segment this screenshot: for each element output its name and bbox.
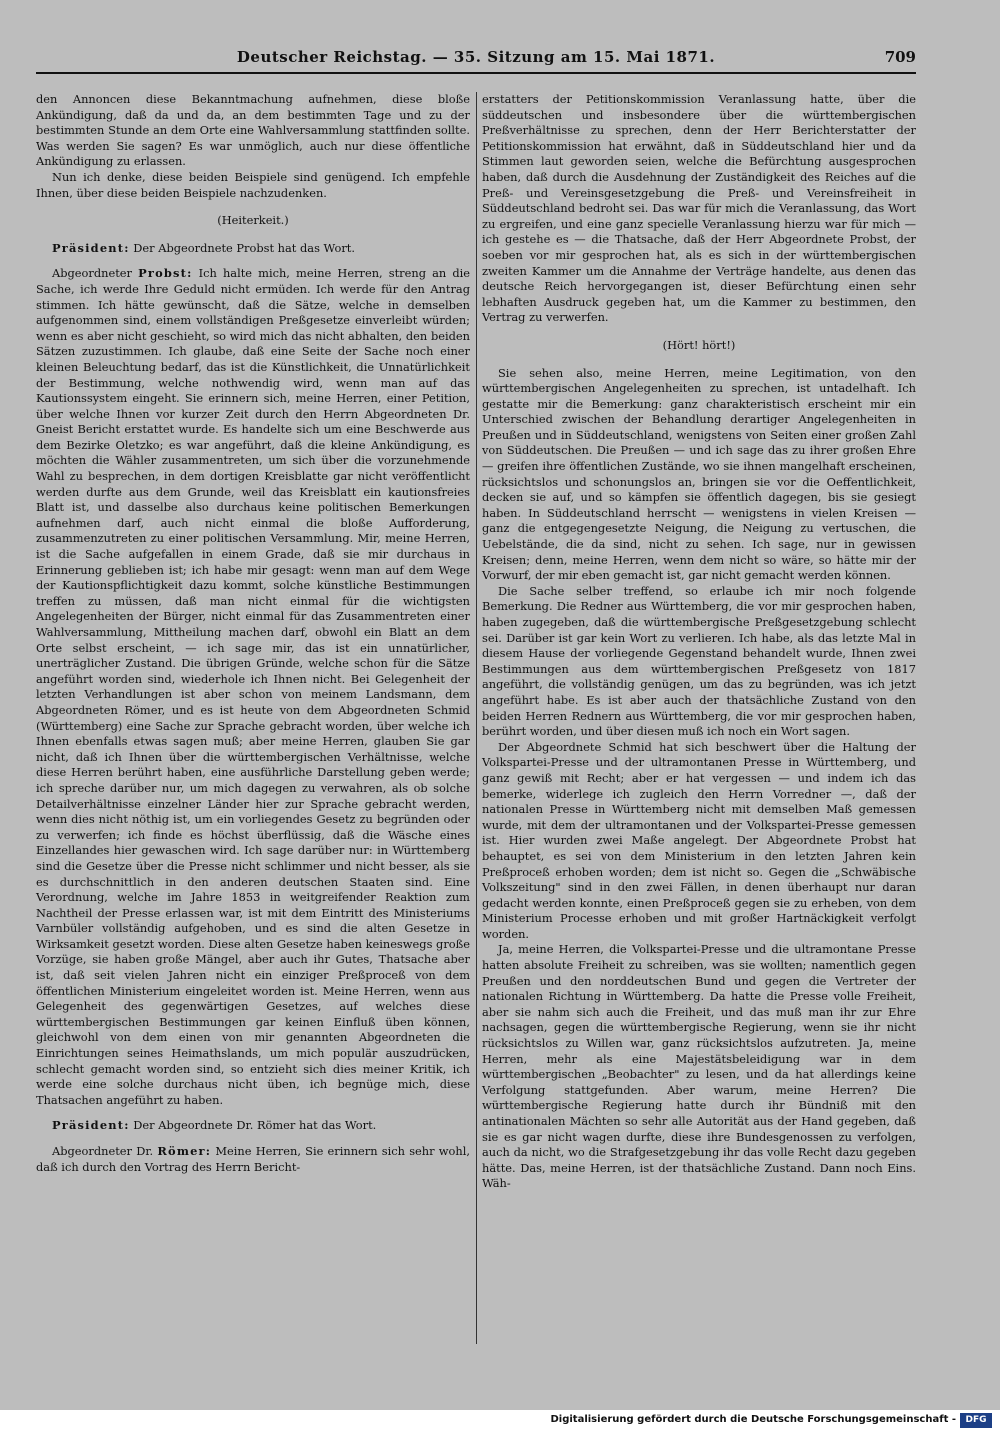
stage-direction: (Hört! hört!) [662, 337, 736, 352]
speech-text: Meine Herren, Sie erinnern sich sehr wohl, daß ich durch den Vortrag des Herrn Bericht- [36, 1144, 470, 1174]
speech-text: Der Abgeordnete Dr. Römer hat das Wort. [133, 1118, 377, 1133]
right-column [482, 92, 916, 1192]
page-number: 709 [884, 48, 916, 66]
speaker-intro: Abgeordneter [52, 266, 132, 281]
paragraph: Sie sehen also, meine Herren, meine Legitimation, von den württembergischen Angelegenheiten zu sprechen, ist untadelhaft. Ich gestatte mir die Bemerkung: ganz charakteristisch erscheint mir ein Unterschied zwischen der Behandlung derartiger Angelegenheiten in Preußen und in Süddeutschland, wenigstens von Seiten einer großen Zahl von Süddeutschen. Die Preußen — und ich sage das zu ihrer großen Ehre — greifen ihre öffentlichen Zustände, wo sie ihnen mangelhaft erscheinen, rücksichtslos und schonungslos an, bringen sie vor die Oeffentlichkeit, decken sie auf, und so kämpfen sie öffentlich dagegen, bis sie gesiegt haben. In Süddeutschland herrscht — wenigstens in vielen Kreisen — ganz die entgegengesetzte Neigung, die Neigung zu vertuschen, die Uebelstände, die da sind, nicht zu sehen. Ich sage, nur in gewissen Kreisen; denn, meine Herren, wenn dem nicht so wäre, so hätte mir der Vorwurf, der mir eben gemacht ist, gar nicht gemacht werden können. [482, 365, 916, 583]
speaker-paragraph [36, 266, 470, 1108]
paragraph: den Annoncen diese Bekanntmachung aufnehmen, diese bloße Ankündigung, daß da und da, an dem bestimmten Tage und zu der bestimmten Stunde an dem Orte eine Wahlversammlung stattfinden sollte. Was werden Sie sagen? Es war unmöglich, auch nur diese öffentliche Ankündigung zu erlassen. [36, 92, 470, 169]
page-header [36, 46, 916, 74]
speaker-label: Probst: [138, 266, 193, 281]
speech-text: Der Abgeordnete Probst hat das Wort. [133, 240, 355, 255]
column-divider [476, 92, 477, 1344]
paragraph: Nun ich denke, diese beiden Beispiele sind genügend. Ich empfehle Ihnen, über diese beiden Beispiele nachzudenken. [36, 169, 470, 200]
paragraph: Ja, meine Herren, die Volkspartei-Presse und die ultramontane Presse hatten absolute Freiheit zu schreiben, was sie wollten; namentlich gegen Preußen und den norddeutschen Bund und gegen die Vertreter der nationalen Richtung in Württemberg. Da hatte die Presse volle Freiheit, aber sie nahm sich auch die Freiheit, und das muß man ihr zur Ehre nachsagen, gegen die württembergische Regierung, wenn sie ihr nicht rücksichtslos zu Willen war, ganz rücksichtslos aufzutreten. Ja, meine Herren, mehr als eine Majestätsbeleidigung war in dem württembergischen „Beobachter" zu lesen, und da hat allerdings keine Verfolgung stattgefunden. Aber warum, meine Herren? Die württembergische Regierung hatte durch ihr Bündniß mit den antinationalen Mächten so sehr alle Autorität aus der Hand gegeben, daß sie es gar nicht wagen durfte, diese ihre Bundesgenossen zu verfolgen, auch da nicht, wo die Strafgesetzgebung ihr das volle Recht dazu gegeben hätte. Das, meine Herren, ist der thatsächliche Zustand. Dann noch Eins. Wäh- [482, 942, 916, 1191]
funding-credit: Digitalisierung gefördert durch die Deutsche Forschungsgemeinschaft - [550, 1414, 956, 1425]
footer-bar [0, 1410, 1000, 1432]
speaker-paragraph [36, 1144, 470, 1175]
paragraph: Die Sache selber treffend, so erlaube ich mir noch folgende Bemerkung. Die Redner aus Württemberg, die vor mir gesprochen haben, haben zugegeben, daß die württembergische Preßgesetzgebung schlecht sei. Darüber ist gar kein Wort zu verlieren. Ich habe, als das letzte Mal in diesem Hause der vorliegende Gegenstand behandelt wurde, Ihnen zwei Bestimmungen aus dem württembergischen Preßgesetz von 1817 angeführt, die vollständig genügen, um das zu begründen, was ich jetzt angeführt habe. Es ist aber auch der thatsächliche Zustand von den beiden Herren Rednern aus Württemberg, die vor mir gesprochen haben, berührt worden, und über diesen muß ich noch ein Wort sagen. [482, 583, 916, 739]
speaker-intro: Abgeordneter Dr. [52, 1144, 154, 1158]
stage-direction: (Heiterkeit.) [217, 213, 289, 228]
left-column [36, 92, 470, 1175]
dfg-logo: DFG [960, 1413, 992, 1428]
speech-text: Ich halte mich, meine Herren, streng an die Sache, ich werde Ihre Geduld nicht ermüden. Ich werde für den Antrag stimmen. Ich hätte gewünscht, daß die Sätze, welche in demselben aufgenommen sind, einem vollständigen Preßgesetze einverleibt würden; wenn es aber nicht geschieht, so wird mich das nicht abhalten, den beiden Sätzen zuzustimmen. Ich glaube, daß eine Seite der Sache noch einer kleinen Beleuchtung bedarf, das ist die Künstlichkeit, die Unnatürlichkeit der Bestimmung, welche nothwendig wird, wenn man auf das Kautionssystem eingeht. Sie erinnern sich, meine Herren, einer Petition, über welche Ihnen vor kurzer Zeit durch den Herrn Abgeordneten Dr. Gneist Bericht erstattet wurde. Es handelte sich um eine Beschwerde aus dem Bezirke Oletzko; es war angeführt, daß die kleine Ankündigung, es möchten die Wähler zusammentreten, um sich über die vorzunehmende Wahl zu besprechen, in dem dortigen Kreisblatte gar nicht veröffentlicht werden durfte aus dem Grunde, weil das Kreisblatt ein kautionsfreies Blatt ist, und dasselbe also durchaus keine politischen Bemerkungen aufnehmen darf, auch nicht einmal die bloße Aufforderung, zusammenzutreten zu einer politischen Versammlung. Mir, meine Herren, ist die Sache aufgefallen in einem Grade, daß sie mir durchaus in Erinnerung geblieben ist; ich habe mir gesagt: wenn man auf dem Wege der Kautionspflichtigkeit dazu kommt, solche künstliche Bestimmungen treffen zu müssen, daß man nicht einmal für die wichtigsten Angelegenheiten der Bürger, nicht einmal für das Zusammentreten einer Wahlversammlung, Mittheilung machen darf, obwohl ein Blatt an dem Orte selbst erscheint, — ich sage mir, das ist ein unnatürlicher, unerträglicher Zustand. Die übrigen Gründe, welche schon für die Sätze angeführt worden sind, wiederhole ich Ihnen nicht. Bei Gelegenheit der letzten Verhandlungen ist aber schon von meinem Landsmann, dem Abgeordneten Römer, und es ist heute von dem Abgeordneten Schmid (Württemberg) eine Sache zur Sprache gebracht worden, über welche ich Ihnen ebenfalls etwas sagen muß; aber meine Herren, glauben Sie gar nicht, daß ich Ihnen über die württembergischen Verhältnisse, welche diese Herren berührt haben, eine ausführliche Darstellung geben werde; ich spreche darüber nur, um mich dagegen zu verwahren, als ob solche Detailverhältnisse einzelner Länder hier zur Sprache gebracht werden, wenn dies nicht nöthig ist, um ein vorliegendes Gesetz zu begründen oder zu verwerfen; ich finde es höchst überflüssig, daß die Wäsche eines Einzellandes hier gewaschen wird. Ich sage darüber nur: in Württemberg sind die Gesetze über die Presse nicht schlimmer und nicht besser, als sie es durchschnittlich in den anderen deutschen Staaten sind. Eine Verordnung, welche im Jahre 1853 in weitgreifender Reaktion zum Nachtheil der Presse erlassen war, ist mit dem Eintritt des Ministeriums Varnbüler vollständig aufgehoben, und es sind die alten Gesetze in Wirksamkeit gesetzt worden. Diese alten Gesetze haben keineswegs große Vorzüge, sie haben große Mängel, aber auch ihr Gutes, Thatsache aber ist, daß seit vielen Jahren nicht ein einziger Preßproceß von dem öffentlichen Ministerium eingeleitet worden ist. Meine Herren, wenn aus Gelegenheit des gegenwärtigen Gesetzes, auf welches diese württembergischen Bestimmungen gar keinen Einfluß üben können, gleichwohl von dem einen von mir genannten Abgeordneten die Einrichtungen seines Heimathslands, um mich populär auszudrücken, schlecht gemacht worden sind, so entzieht sich dies meiner Kritik, ich werde eine solche durchaus nicht üben, ich begnüge mich, diese Thatsachen angeführt zu haben. [36, 266, 470, 1107]
header-title: Deutscher Reichstag. — 35. Sitzung am 15. Mai 1871. [236, 48, 716, 66]
paragraph: Der Abgeordnete Schmid hat sich beschwert über die Haltung der Volkspartei-Presse und der ultramontanen Presse in Württemberg, und ganz gewiß mit Recht; aber er hat vergessen — und indem ich das bemerke, widerlege ich zugleich den Herrn Vorredner —, daß der nationalen Presse in Württemberg nicht mit demselben Maß gemessen wurde, mit dem der ultramontanen und der Volkspartei-Presse gemessen ist. Hier wurden zwei Maße angelegt. Der Abgeordnete Probst hat behauptet, es sei von dem Ministerium in den letzten Jahren kein Preßproceß erhoben worden; dem ist nicht so. Gegen die „Schwäbische Volkszeitung" sind in den zwei Fällen, in denen überhaupt nur daran gedacht werden konnte, einen Preßproceß gegen sie zu erheben, von dem Ministerium Processe erhoben und mit großer Hartnäckigkeit verfolgt worden. [482, 739, 916, 941]
speaker-paragraph [36, 1118, 470, 1134]
speaker-paragraph [36, 241, 470, 257]
paragraph: erstatters der Petitionskommission Veranlassung hatte, über die süddeutschen und insbesondere über die württembergischen Preßverhältnisse zu sprechen, denn der Herr Berichterstatter der Petitionskommission hat erwähnt, daß in Süddeutschland hier und da Stimmen laut geworden seien, welche die Befürchtung ausgesprochen haben, daß durch die Ausdehnung der Zuständigkeit des Reiches auf die Preß- und Vereinsgesetzgebung die Preß- und Vereinsfreiheit in Süddeutschland bedroht sei. Das war für mich die Veranlassung, das Wort zu ergreifen, und eine ganz specielle Veranlassung hierzu war für mich — ich gestehe es — die Thatsache, daß der Herr Abgeordnete Probst, der soeben vor mir gesprochen hat, als es sich in der württembergischen zweiten Kammer um die Annahme der Verträge handelte, aus denen das deutsche Reich hervorgegangen ist, dieser Befürchtung einen sehr lebhaften Ausdruck gegeben hat, um die Kammer zu bestimmen, den Vertrag zu verwerfen. [482, 92, 916, 325]
speaker-label: Präsident: [52, 240, 130, 255]
speaker-label: Präsident: [52, 1118, 130, 1133]
speaker-label: Römer: [157, 1144, 212, 1158]
